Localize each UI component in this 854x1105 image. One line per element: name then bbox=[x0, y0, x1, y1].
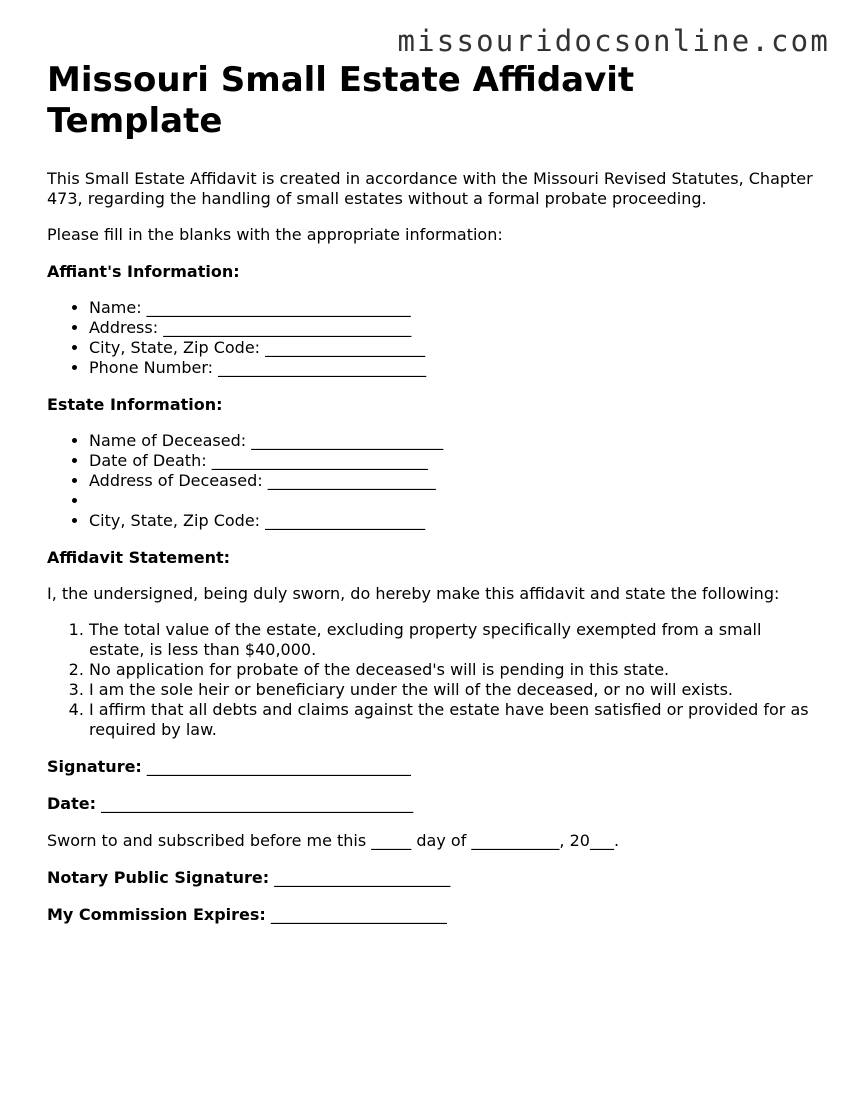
date-label: Date: bbox=[47, 794, 96, 813]
intro-paragraph: This Small Estate Affidavit is created in accordance with the Missouri Revised Statutes, Chapter 473, regarding the handling of small estates without a formal probate proceeding. bbox=[47, 169, 813, 208]
affiant-name-field[interactable]: • Name: _________________________________ bbox=[89, 298, 817, 318]
signature-line[interactable] bbox=[47, 757, 817, 777]
commission-expires-label: My Commission Expires: bbox=[47, 905, 266, 924]
affiant-field-list bbox=[47, 298, 817, 378]
affiant-phone-field[interactable]: • Phone Number: __________________________ bbox=[89, 358, 817, 378]
date-blank[interactable]: _______________________________________ bbox=[95, 794, 414, 813]
site-watermark: missouridocsonline.com bbox=[397, 24, 830, 58]
clause-estate-value: 1. The total value of the estate, excluding property specifically exempted from a small estate, is less than $40,000. bbox=[89, 620, 817, 660]
notary-signature-label: Notary Public Signature: bbox=[47, 868, 270, 887]
commission-expires-line[interactable] bbox=[47, 905, 817, 925]
signature-blank[interactable]: _________________________________ bbox=[141, 757, 411, 776]
date-of-death-field[interactable]: • Date of Death: ___________________________ bbox=[89, 451, 817, 471]
affidavit-clauses bbox=[47, 620, 817, 740]
commission-expires-blank[interactable]: ______________________ bbox=[265, 905, 447, 924]
signature-label: Signature: bbox=[47, 757, 142, 776]
affiant-city-state-zip-field[interactable]: • City, State, Zip Code: ____________________ bbox=[89, 338, 817, 358]
empty-list-item bbox=[89, 491, 817, 511]
estate-heading: Estate Information: bbox=[47, 395, 223, 414]
instructions-paragraph: Please fill in the blanks with the appropriate information: bbox=[47, 225, 503, 244]
affiant-address-field[interactable]: • Address: _______________________________ bbox=[89, 318, 817, 338]
estate-city-state-zip-field[interactable]: • City, State, Zip Code: ____________________ bbox=[89, 511, 817, 531]
clause-no-probate: 2. No application for probate of the deceased's will is pending in this state. bbox=[89, 660, 817, 680]
affidavit-document bbox=[47, 60, 817, 925]
notary-signature-line[interactable] bbox=[47, 868, 817, 888]
clause-sole-heir: 3. I am the sole heir or beneficiary under the will of the deceased, or no will exists. bbox=[89, 680, 817, 700]
notary-signature-blank[interactable]: ______________________ bbox=[269, 868, 451, 887]
clause-debts-satisfied: 4. I affirm that all debts and claims against the estate have been satisfied or provided for as required by law. bbox=[89, 700, 817, 740]
affiant-heading: Affiant's Information: bbox=[47, 262, 240, 281]
estate-field-list bbox=[47, 431, 817, 531]
sworn-line[interactable]: Sworn to and subscribed before me this _____ day of ___________, 20___. bbox=[47, 831, 620, 850]
affidavit-heading: Affidavit Statement: bbox=[47, 548, 231, 567]
page-title: Missouri Small Estate Affidavit Template bbox=[47, 60, 635, 141]
deceased-address-field[interactable]: • Address of Deceased: _____________________ bbox=[89, 471, 817, 491]
date-line[interactable] bbox=[47, 794, 817, 814]
deceased-name-field[interactable]: • Name of Deceased: ________________________ bbox=[89, 431, 817, 451]
affidavit-statement: I, the undersigned, being duly sworn, do hereby make this affidavit and state the following: bbox=[47, 584, 780, 603]
